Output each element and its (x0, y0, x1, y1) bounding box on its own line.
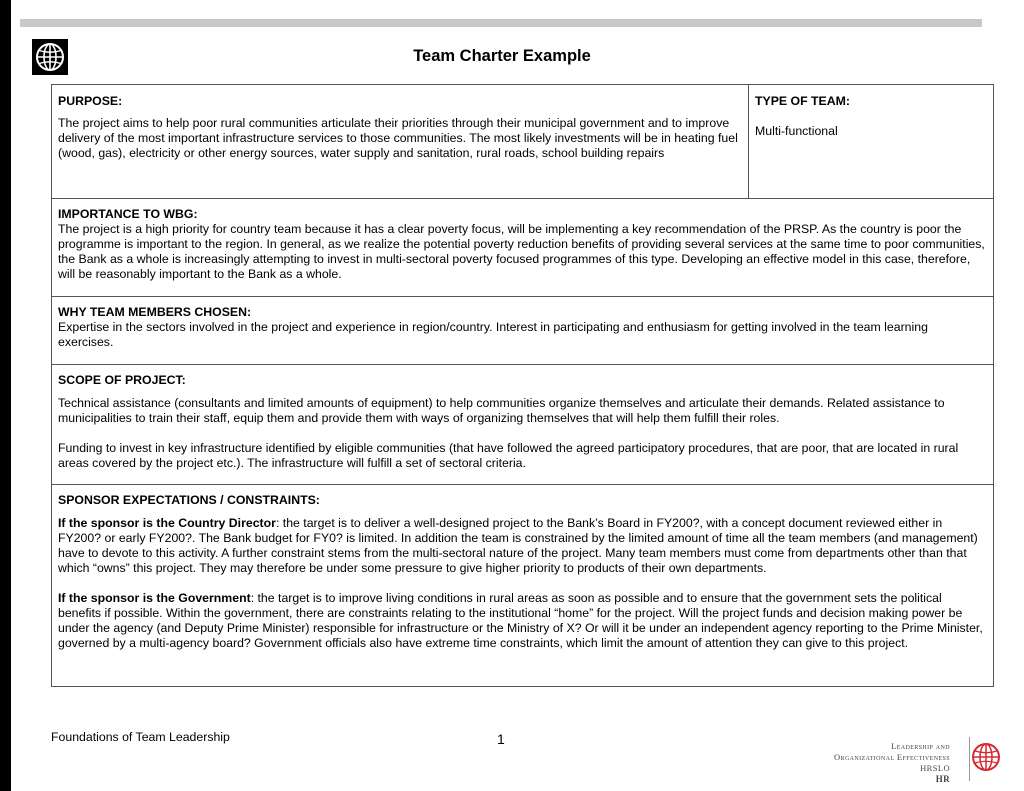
world-bank-globe-icon (32, 39, 68, 75)
sponsor-1-text: : the target is to deliver a well-designed project to the Bank’s Board in FY200?, with a concept document reviewed either in FY200? or early FY200?. The Bank budget for FY0? is limited. In addition the team is constrained by the limited amount of time all the team members (and management) have to devote to this activity. A further constraint stems from the multi-sectoral nature of the project. Many team members must come from departments other than that which “owns” this project. They may therefore be under some pressure to give higher priority to products of their own departments. (58, 516, 978, 575)
red-globe-icon (971, 742, 1001, 772)
sponsor-cell (52, 485, 993, 651)
department-line-3: HRSLO (920, 763, 950, 773)
purpose-heading: PURPOSE: (58, 94, 123, 108)
why-chosen-row (52, 297, 993, 365)
document-title: Team Charter Example (413, 47, 591, 65)
purpose-row (52, 85, 993, 199)
sponsor-1-intro: If the sponsor is the Country Director (58, 516, 276, 530)
sponsor-2-text: : the target is to improve living conditions in rural areas as soon as possible and to ensure that the government sets the political benefits if possible. Within the government, there are constraints relating to the institutional “home” for the project. Will the project funds and decision making power be under the agency (and Deputy Prime Minister) responsible for infrastructure or the Ministry of X? Or will it be under an independent agency reporting to the Prime Minister, governed by a multi-agency board? Government officials also have extreme time constraints, which limit the amount of attention they can give to this project. (58, 591, 983, 650)
sponsor-2-intro: If the sponsor is the Government (58, 591, 251, 605)
importance-heading: IMPORTANCE TO WBG: (58, 207, 198, 221)
scope-paragraph-2: Funding to invest in key infrastructure identified by eligible communities (that have followed the agreed participatory procedures, that are poor, that are located in rural areas covered by the project etc.). The infrastructure will fulfill a set of sectoral criteria. (58, 441, 959, 470)
why-chosen-text: Expertise in the sectors involved in the project and experience in region/country. Interest in participating and enthusiasm for getting involved in the team learning exercises. (58, 320, 928, 349)
scope-row (52, 365, 993, 485)
sponsor-paragraph-1 (58, 516, 986, 576)
importance-row (52, 199, 993, 297)
purpose-cell (52, 85, 749, 198)
scope-cell (52, 365, 993, 471)
charter-table (51, 84, 994, 687)
type-of-team-heading: TYPE OF TEAM: (755, 94, 850, 108)
department-line-2: Organizational Effectiveness (834, 752, 950, 762)
hr-department-logo (806, 733, 1006, 789)
type-of-team-value: Multi-functional (755, 124, 838, 138)
why-chosen-heading: WHY TEAM MEMBERS CHOSEN: (58, 305, 252, 319)
top-rule (20, 19, 982, 27)
type-of-team-cell (749, 85, 993, 198)
page-number: 1 (497, 731, 505, 747)
importance-text: The project is a high priority for country team because it has a clear poverty focus, will be implementing a key recommendation of the PRSP. As the country is poor the programme is important to the region. In general, as we realize the potential poverty reduction benefits of providing several services at the same time to poor communities, the Bank as a whole is increasingly attempting to invest in multi-sectoral poverty focused programmes of this type. Developing an effective model in this case, therefore, will be reasonably important to the Bank as a whole. (58, 222, 985, 281)
purpose-text: The project aims to help poor rural communities articulate their priorities through their municipal government and to improve delivery of the most important infrastructure services to those communities. The most likely investments will be in heating fuel (wood, gas), electricity or other energy sources, water supply and sanitation, rural roads, school building repairs (58, 116, 738, 160)
footer-course-name: Foundations of Team Leadership (51, 730, 230, 744)
left-edge-bar (0, 0, 11, 791)
department-line-1: Leadership and (891, 741, 950, 751)
scope-paragraph-1: Technical assistance (consultants and limited amounts of equipment) to help communities organize themselves and articulate their demands. Related assistance to municipalities to train their staff, equip them and provide them with ways of organizing themselves that will help them fulfill their roles. (58, 396, 945, 425)
scope-heading: SCOPE OF PROJECT: (58, 373, 186, 387)
sponsor-heading: SPONSOR EXPECTATIONS / CONSTRAINTS: (58, 493, 320, 507)
logo-divider (969, 737, 970, 781)
sponsor-paragraph-2 (58, 591, 986, 651)
sponsor-row (52, 485, 993, 686)
why-chosen-cell (52, 297, 993, 350)
importance-cell (52, 199, 993, 282)
hr-mark: HR (935, 774, 950, 784)
department-name (834, 741, 950, 785)
